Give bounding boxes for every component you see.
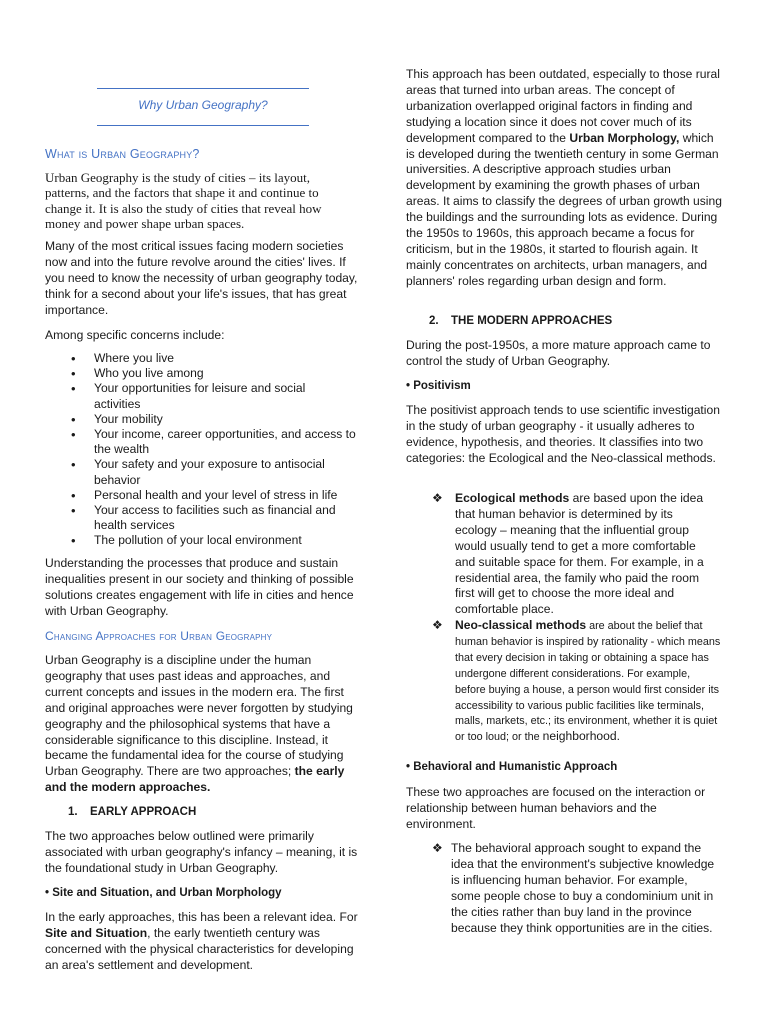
paragraph-discipline-text: Urban Geography is a discipline under the human geography that uses past ideas and approaches, and current concepts and issues in the modern era. The first and original approaches were never forgotten by studying geography and the philosophical systems that have a considerable significance to this discipline. Instead, it became the fundamental idea for the course of studying Urban Geography. There are two approaches;	[45, 653, 353, 779]
paragraph-site-bold: Site and Situation	[45, 925, 148, 940]
heading-label: EARLY APPROACH	[90, 806, 197, 818]
list-item-ecological	[406, 491, 717, 618]
paragraph-discipline	[45, 653, 363, 796]
paragraph-positivist: The positivist approach tends to use scientific investigation in the study of urban geography - it usually adheres to evidence, hypothesis, and theories. It classifies into two categories: the Ecological and the Neo-classical methods.	[406, 403, 720, 465]
heading-early-approach	[45, 805, 196, 821]
paragraph-discipline-bold: the early and the modern approaches.	[45, 764, 345, 795]
list-item-behavioral	[406, 841, 719, 936]
neoclassical-label: Neo-classical methods	[455, 618, 587, 632]
ecological-label: Ecological methods	[455, 491, 570, 505]
paragraph-critical-issues: Many of the most critical issues facing modern societies now and into the future revolve around the cities' lives. If you need to know the necessity of urban geography today, think for a second about your life's issues, that has great importance.	[45, 239, 358, 317]
neoclassical-end: neighborhood.	[542, 729, 620, 744]
paragraph-early: The two approaches below outlined were primarily associated with urban geography's infancy – meaning, it is the foundational study in Urban Geography.	[45, 829, 358, 875]
paragraph-behavioral: These two approaches are focused on the interaction or relationship between human behaviors and the environment.	[406, 785, 706, 831]
list-item: • Your mobility	[45, 412, 363, 427]
list-item: • Personal health and your level of stress in life	[45, 488, 363, 503]
heading-modern-approaches	[406, 314, 612, 330]
list-item-neoclassical	[406, 618, 721, 745]
list-item: • Your safety and your exposure to antisocial behavior	[45, 457, 344, 487]
diamond-bullet-icon: ❖	[432, 491, 443, 505]
paragraph-among: Among specific concerns include:	[45, 328, 225, 342]
heading-behavioral: • Behavioral and Humanistic Approach	[406, 761, 618, 773]
paragraph-definition: Urban Geography is the study of cities – its layout, patterns, and the factors that shape it and continue to change it. It is also the study of cities that reveal how money and power shape urban spaces.	[45, 170, 322, 232]
behavioral-item-text: The behavioral approach sought to expand the idea that the environment's subjective knowledge is influencing human behavior. For example, some people chose to buy a condominium unit in the cities rather than buy land in the province because they think opportunities are in the cities.	[451, 841, 715, 935]
paragraph-post-1950s: During the post-1950s, a more mature approach came to control the study of Urban Geography.	[406, 338, 711, 368]
list-item: • Your income, career opportunities, and access to the wealth	[45, 427, 356, 457]
diamond-bullet-icon: ❖	[432, 841, 443, 855]
paragraph-site-a: In the early approaches, this has been a relevant idea. For	[45, 910, 358, 924]
paragraph-site-b: , the early twentieth century was concerned with the physical characteristics for developing an area's settlement and development.	[45, 925, 354, 972]
title-rule-top	[97, 88, 309, 89]
document-title: Why Urban Geography?	[138, 98, 268, 112]
paragraph-understanding: Understanding the processes that produce and sustain inequalities present in our society and thinking of possible solutions creates engagement with life in cities and hence with Urban Geography.	[45, 556, 354, 618]
paragraph-site	[45, 910, 363, 974]
list-item: • Your opportunities for leisure and social activities	[45, 381, 324, 411]
concerns-list	[45, 351, 363, 549]
paragraph-outdated	[406, 67, 724, 290]
title-rule-bottom	[97, 125, 309, 126]
heading-number: 1.	[68, 806, 78, 818]
heading-positivism: • Positivism	[406, 380, 471, 392]
heading-number: 2.	[429, 315, 439, 327]
ecological-text: are based upon the idea that human behavior is determined by its ecology – meaning that the influential group would usually tend to get a more comfortable and suitable space for them. For example, in a residential area, the family who paid the room first will get to choose the more ideal and comfortable place.	[455, 491, 704, 617]
heading-changing-approaches: Changing Approaches for Urban Geography	[45, 629, 273, 643]
paragraph-outdated-b: which is developed during the twentieth century in some German universities. A descriptive approach studies urban development by examining the growth phases of urban areas. It aims to classify the degrees of urban growth using the buildings and the surrounding lots as evidence. During the 1950s to 1960s, this approach became a focus for criticism, but in the 1980s, it started to flourish again. It mainly concentrates on architects, urban managers, and planners' roles regarding urban design and form.	[406, 130, 722, 288]
neoclassical-text: are about the belief that human behavior is inspired by rationality - which means that every decision in taking or obtaining a space has undergone different considerations. For example, before buying a house, a person would first consider its accessibility to various public facilities like terminals, malls, markets, etc.; its environment, whether it is quiet or too loud; or the	[455, 620, 721, 744]
paragraph-outdated-a: This approach has been outdated, especially to those rural areas that turned into urban areas. The concept of urbanization overlapped original factors in finding and studying a location since it does not cover much of its development compared to the	[406, 67, 720, 145]
heading-site-situation: • Site and Situation, and Urban Morphology	[45, 887, 282, 899]
list-item: • The pollution of your local environment	[45, 533, 363, 548]
heading-label: THE MODERN APPROACHES	[451, 315, 613, 327]
heading-what-is: What is Urban Geography?	[45, 147, 200, 161]
diamond-bullet-icon: ❖	[432, 618, 443, 632]
list-item: • Your access to facilities such as financial and health services	[45, 503, 356, 533]
list-item: • Who you live among	[45, 366, 363, 381]
list-item: • Where you live	[45, 351, 363, 366]
paragraph-outdated-bold: Urban Morphology,	[569, 130, 680, 145]
